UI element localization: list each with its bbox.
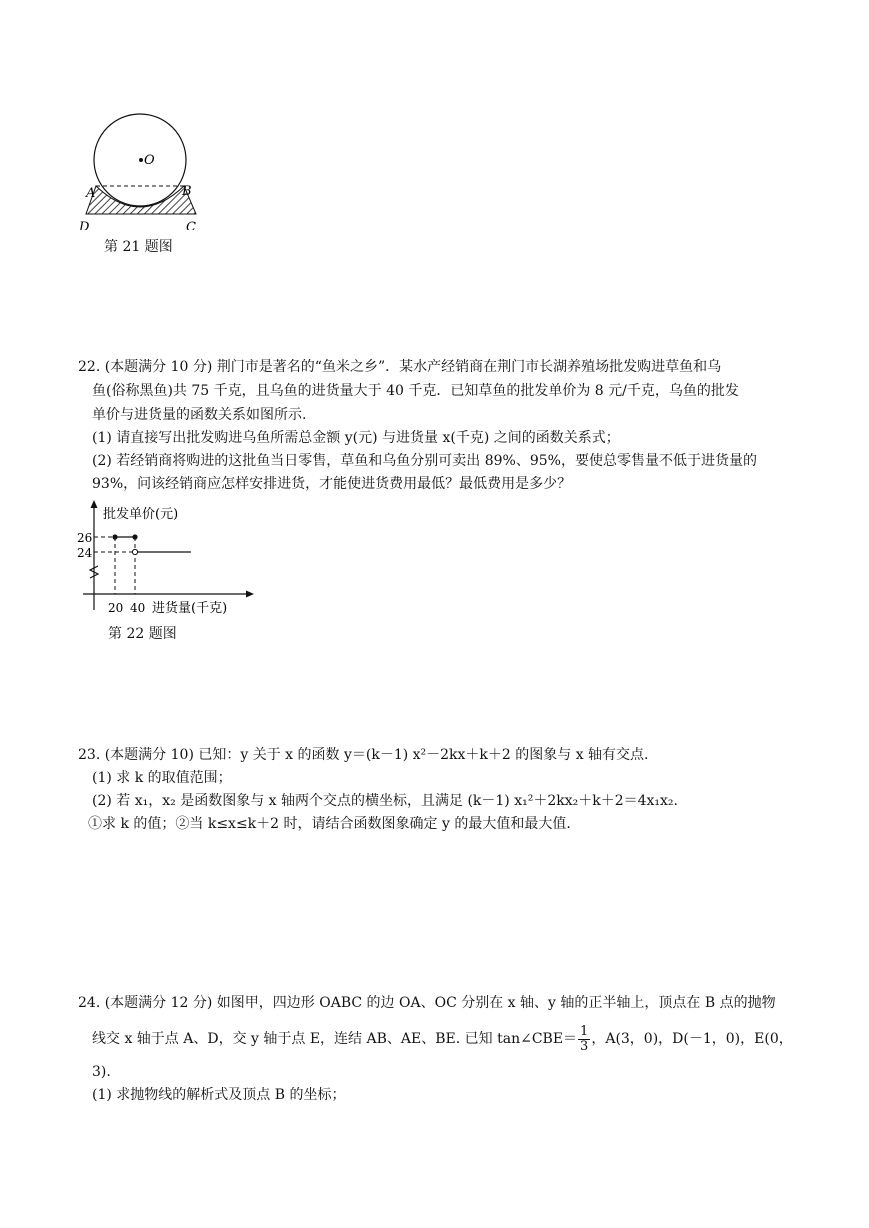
label-a: A [86,186,96,201]
x-axis-label: 进货量(千克) [152,601,228,616]
fraction-one-third [578,1025,590,1054]
point-40-24-open [132,549,137,554]
figure-22-graph [75,500,255,625]
x-tick-20: 20 [108,601,124,615]
q23-line-2: (1) 求 k 的取值范围； [92,770,232,786]
y-tick-26: 26 [77,531,93,545]
axis-break [90,566,98,578]
q22-line-5: (2) 若经销商将购进的这批鱼当日零售，草鱼和乌鱼分别可卖出 89%、95%，要使总零售量不低于进货量的 [92,453,757,469]
x-axis-arrow [246,591,254,598]
figure-21-diagram [78,110,208,230]
fraction-numerator: 1 [580,1023,589,1039]
q24-line-2-after: ，A(3，0)，D(－1，0)，E(0， [591,1031,793,1047]
y-axis-label: 批发单价(元) [103,507,179,522]
label-d: D [79,220,90,230]
figure-21-caption: 第 21 题图 [104,239,173,255]
y-axis-arrow [91,500,98,508]
fraction-denominator: 3 [580,1038,589,1054]
figure-22-caption: 第 22 题图 [108,626,177,642]
y-tick-24: 24 [77,546,93,560]
x-tick-40: 40 [130,601,146,615]
q22-line-4: (1) 请直接写出批发购进乌鱼所需总金额 y(元) 与进货量 x(千克) 之间的函数关系式； [92,430,620,446]
q22-line-3: 单价与进货量的函数关系如图所示. [92,407,307,423]
q24-line-4: (1) 求抛物线的解析式及顶点 B 的坐标； [92,1087,346,1103]
center-point [139,158,143,162]
label-o: O [144,153,155,168]
q23-line-4: ①求 k 的值；②当 k≤x≤k＋2 时，请结合函数图象确定 y 的最大值和最大值. [88,816,571,832]
hatched-region [86,186,196,214]
q22-line-6: 93%，问该经销商应怎样安排进货，才能使进货费用最低？最低费用是多少？ [92,476,572,492]
point-20-26 [112,534,117,539]
q24-line-2 [92,1023,793,1055]
q22-line-2: 鱼(俗称黑鱼)共 75 千克，且乌鱼的进货量大于 40 千克．已知草鱼的批发单价为 8 元/千克，乌鱼的批发 [92,383,739,399]
q24-line-1: 24. (本题满分 12 分) 如图甲，四边形 OABC 的边 OA、OC 分别在 x 轴、y 轴的正半轴上，顶点在 B 点的抛物 [78,995,776,1011]
q23-line-1: 23. (本题满分 10) 已知：y 关于 x 的函数 y＝(k－1) x²－2kx＋k＋2 的图象与 x 轴有交点. [78,747,649,763]
q22-line-1: 22. (本题满分 10 分) 荆门市是著名的“鱼米之乡”．某水产经销商在荆门市长湖养殖场批发购进草鱼和乌 [78,359,722,375]
figure-21 [78,110,208,260]
point-40-26 [132,534,137,539]
figure-22 [75,500,255,650]
q23-line-3: (2) 若 x₁，x₂ 是函数图象与 x 轴两个交点的横坐标，且满足 (k－1) x₁²＋2kx₂＋k＋2＝4x₁x₂. [92,793,678,809]
label-c: C [186,220,196,230]
q24-line-3: 3). [92,1064,111,1080]
label-b: B [182,184,192,199]
q24-line-2-before: 线交 x 轴于点 A、D，交 y 轴于点 E，连结 AB、AE、BE. 已知 tan∠CBE＝ [92,1031,578,1047]
